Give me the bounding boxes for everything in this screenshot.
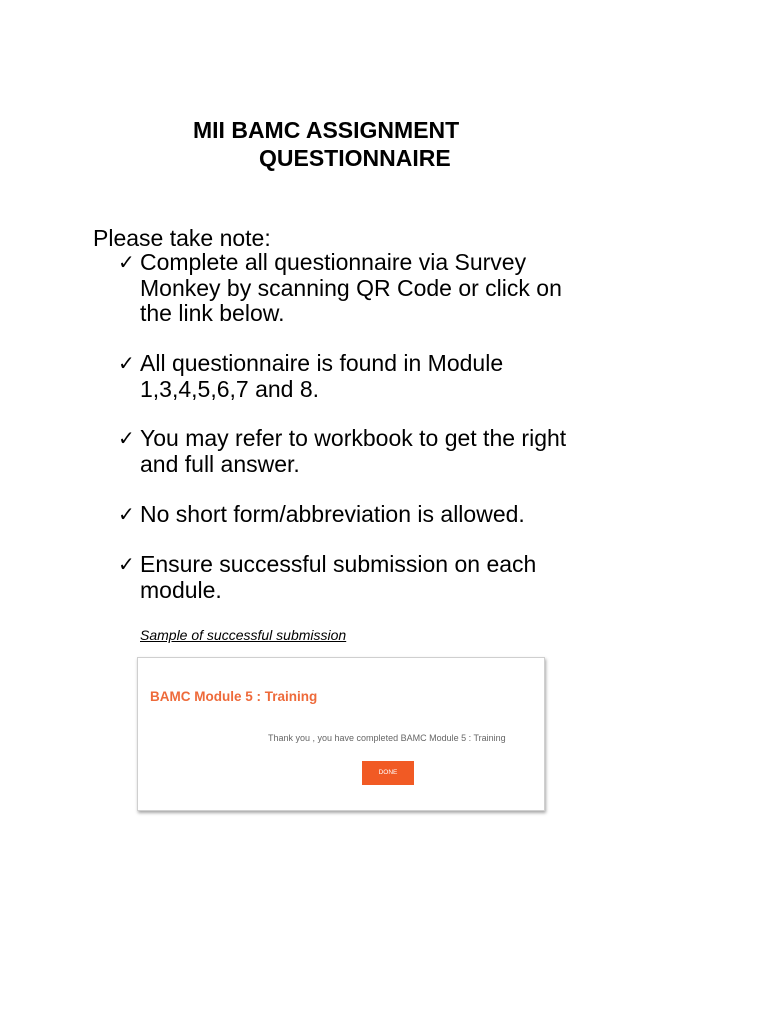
page-title-line-1: MII BAMC ASSIGNMENT — [193, 117, 460, 143]
done-button[interactable]: DONE — [362, 761, 414, 785]
checkmark-icon: ✓ — [118, 552, 135, 576]
checkmark-icon: ✓ — [118, 351, 135, 375]
instruction-item — [118, 250, 588, 327]
instruction-text: Complete all questionnaire via Survey Monkey by scanning QR Code or click on the link below. — [140, 249, 562, 326]
instruction-item — [118, 502, 588, 528]
instruction-item — [118, 552, 588, 603]
instruction-item — [118, 351, 588, 402]
note-heading: Please take note: — [93, 225, 271, 251]
page-title-line-2: QUESTIONNAIRE — [259, 145, 451, 171]
sample-submission-screenshot — [137, 657, 545, 811]
instruction-text: All questionnaire is found in Module 1,3,4,5,6,7 and 8. — [140, 350, 504, 402]
instruction-text: Ensure successful submission on each module. — [140, 551, 537, 603]
instruction-item — [118, 426, 588, 477]
instruction-text: No short form/abbreviation is allowed. — [140, 501, 525, 527]
sample-survey-title: BAMC Module 5 : Training — [150, 689, 318, 704]
checkmark-icon: ✓ — [118, 502, 135, 526]
sample-caption: Sample of successful submission — [140, 627, 347, 643]
sample-completion-message: Thank you , you have completed BAMC Module 5 : Training — [268, 733, 506, 743]
checkmark-icon: ✓ — [118, 426, 135, 450]
instruction-text: You may refer to workbook to get the right and full answer. — [140, 425, 567, 477]
checkmark-icon: ✓ — [118, 250, 135, 274]
